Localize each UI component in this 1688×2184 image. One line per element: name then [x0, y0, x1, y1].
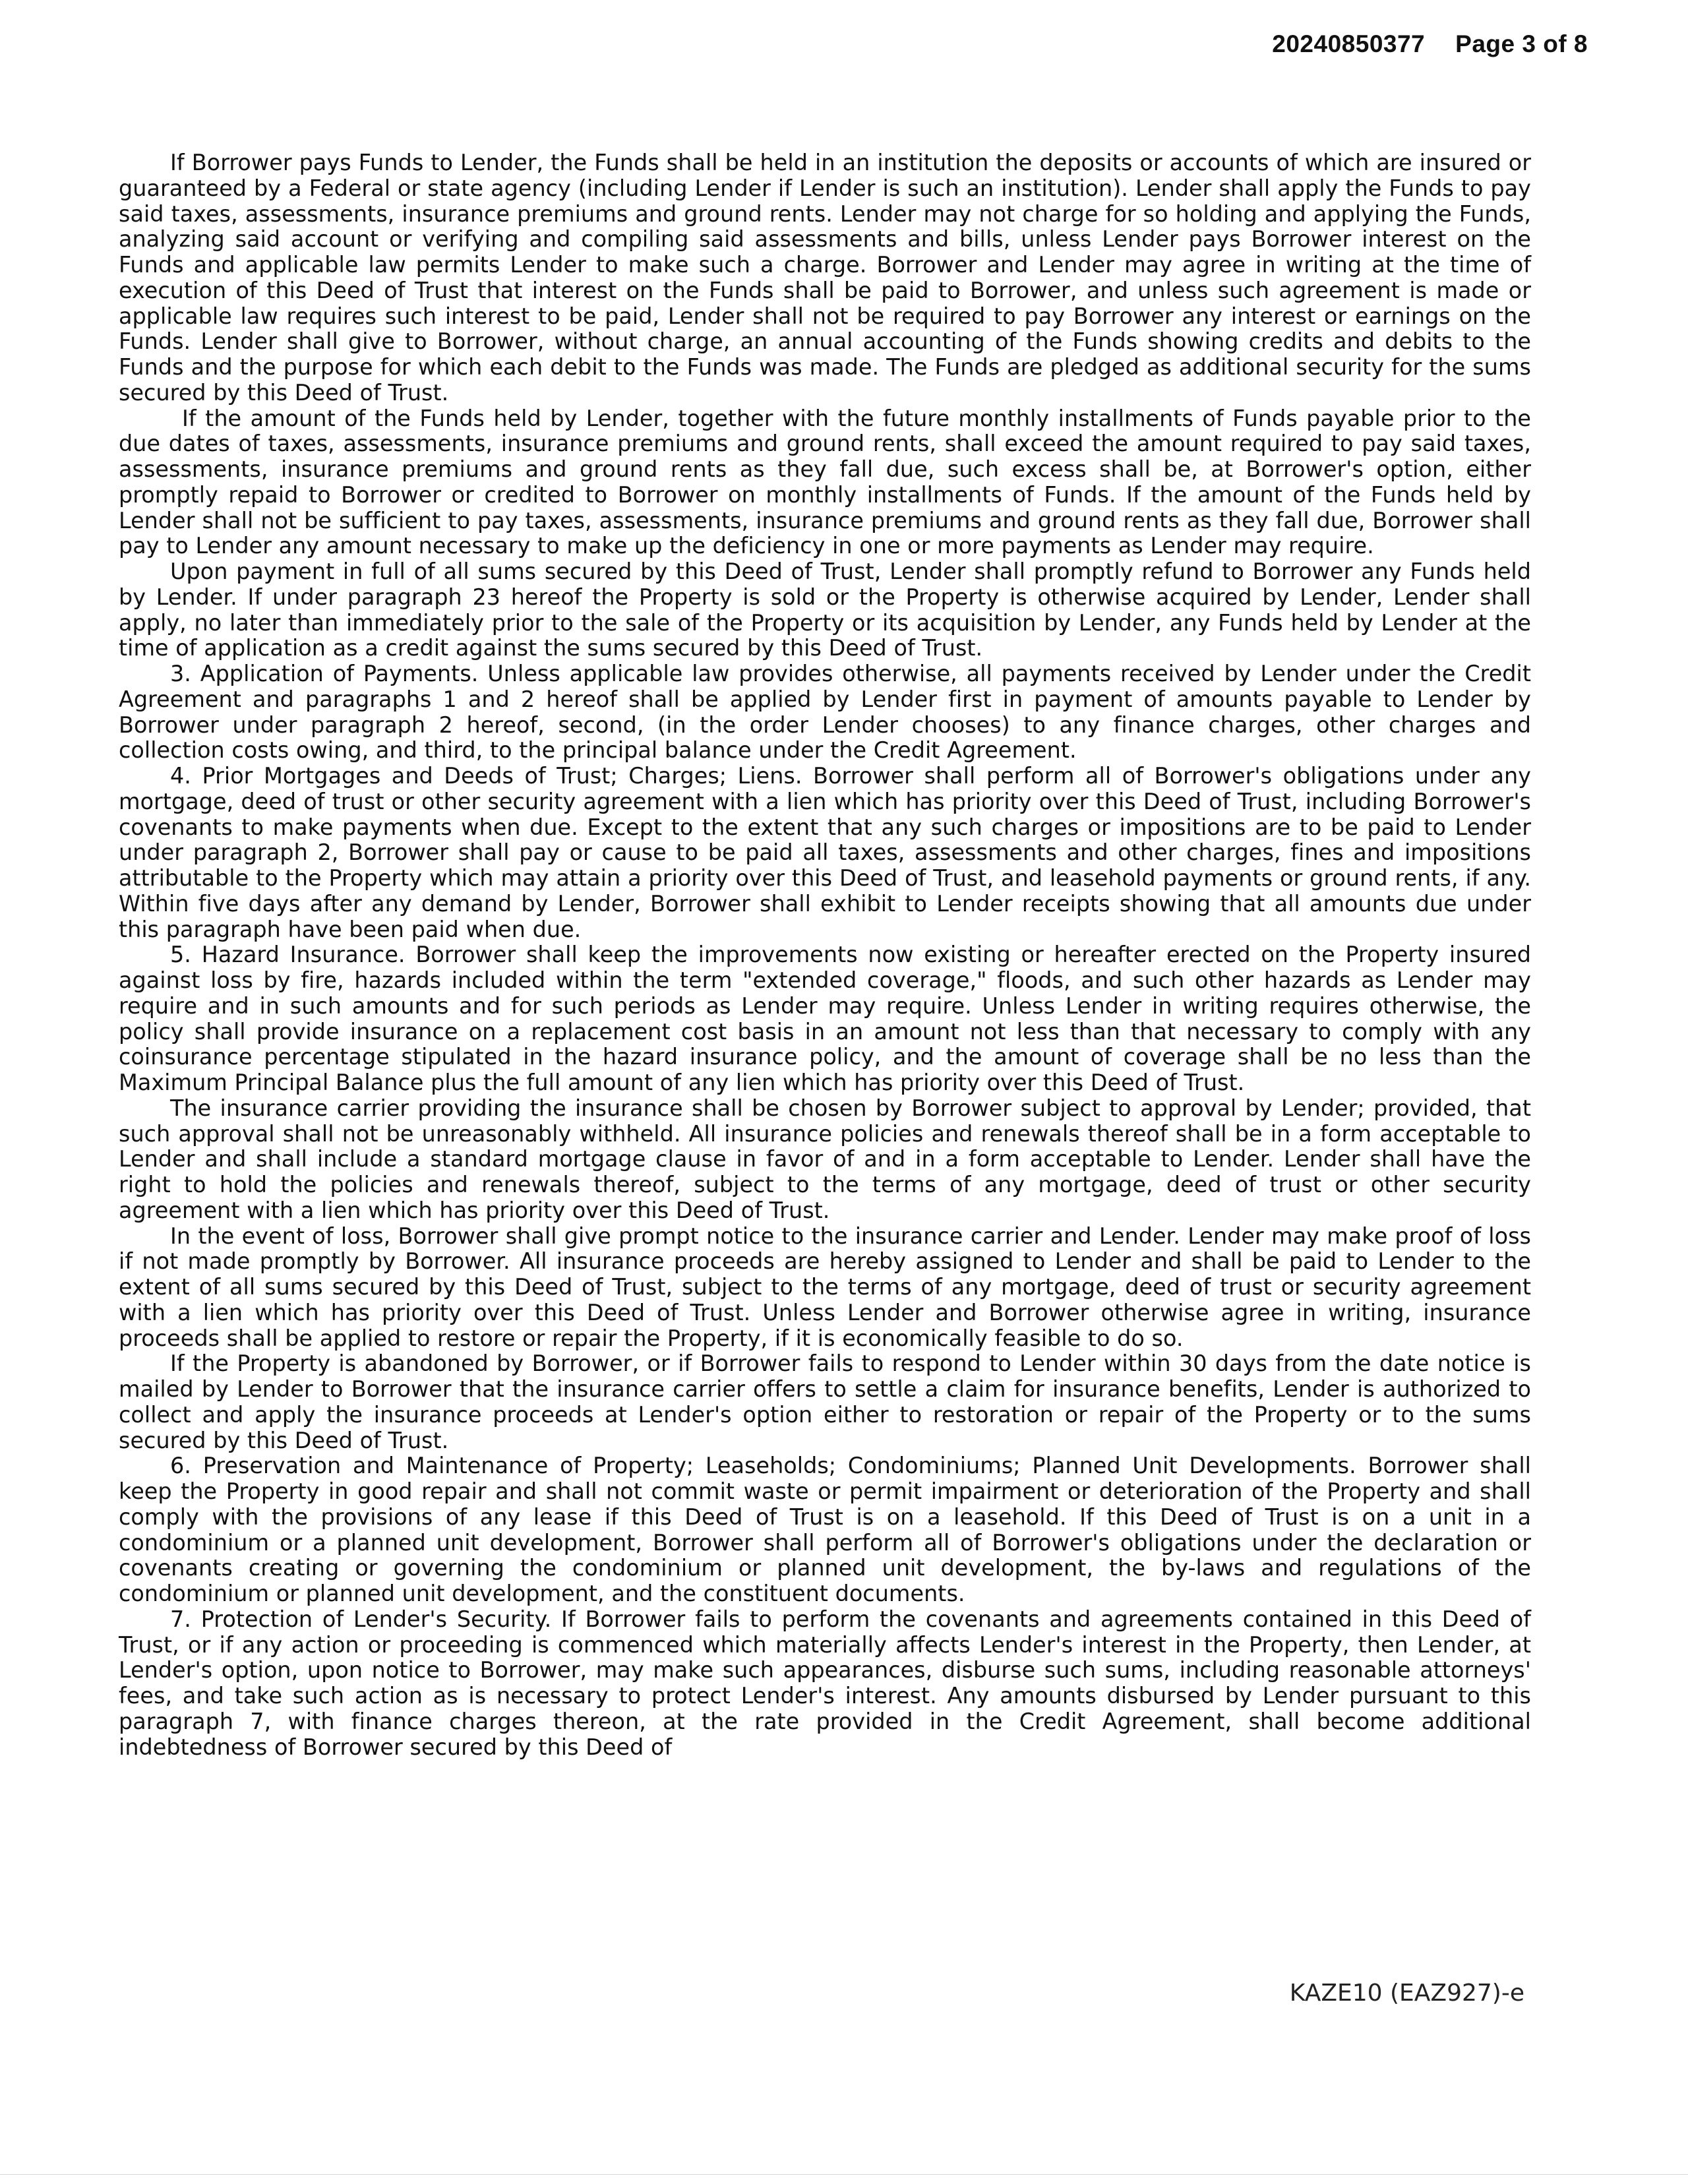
paragraph-funds-refund: Upon payment in full of all sums secured by this Deed of Trust, Lender shall promptly refund to Borrower any Funds held by Lender. If under paragraph 23 hereof the Property is sold or the Property is otherwise acquired by Lender, Lender shall apply, no later than immediately prior to the sale of the Property or its acquisition by Lender, any Funds held by Lender at the time of application as a credit against the sums secured by this Deed of Trust. [119, 559, 1531, 661]
section-6-heading: 6. Preservation and Maintenance of Property; Leaseholds; Condominiums; Planned Unit Developments. [170, 1453, 1356, 1479]
section-7-protection [119, 1607, 1531, 1761]
section-3-application-of-payments [119, 661, 1531, 764]
section-6-preservation [119, 1453, 1531, 1607]
paragraph-insurance-carrier: The insurance carrier providing the insurance shall be chosen by Borrower subject to approval by Lender; provided, that such approval shall not be unreasonably withheld. All insurance policies and renewals thereof shall be in a form acceptable to Lender and shall include a standard mortgage clause in favor of and in a form acceptable to Lender. Lender shall have the right to hold the policies and renewals thereof, subject to the terms of any mortgage, deed of trust or other security agreement with a lien which has priority over this Deed of Trust. [119, 1095, 1531, 1223]
scan-edge-divider [0, 2174, 1688, 2175]
section-4-heading: 4. Prior Mortgages and Deeds of Trust; Charges; Liens. [170, 763, 802, 789]
section-7-heading: 7. Protection of Lender's Security. [170, 1606, 552, 1632]
section-4-prior-mortgages [119, 764, 1531, 942]
page-number-label: Page 3 of 8 [1455, 30, 1588, 57]
paragraph-funds-held: If Borrower pays Funds to Lender, the Funds shall be held in an institution the deposits or accounts of which are insured or guaranteed by a Federal or state agency (including Lender if Lender is such an institution). Lender shall apply the Funds to pay said taxes, assessments, insurance premiums and ground rents. Lender may not charge for so holding and applying the Funds, analyzing said account or verifying and compiling said assessments and bills, unless Lender pays Borrower interest on the Funds and applicable law permits Lender to make such a charge. Borrower and Lender may agree in writing at the time of execution of this Deed of Trust that interest on the Funds shall be paid to Borrower, and unless such agreement is made or applicable law requires such interest to be paid, Lender shall not be required to pay Borrower any interest or earnings on the Funds. Lender shall give to Borrower, without charge, an annual accounting of the Funds showing credits and debits to the Funds and the purpose for which each debit to the Funds was made. The Funds are pledged as additional security for the sums secured by this Deed of Trust. [119, 150, 1531, 406]
form-code: KAZE10 (EAZ927)-e [1289, 1980, 1524, 2007]
section-3-heading: 3. Application of Payments. [170, 661, 479, 686]
document-body [119, 150, 1531, 1760]
paragraph-property-abandoned: If the Property is abandoned by Borrower, or if Borrower fails to respond to Lender within 30 days from the date notice is mailed by Lender to Borrower that the insurance carrier offers to settle a claim for insurance benefits, Lender is authorized to collect and apply the insurance proceeds at Lender's option either to restoration or repair of the Property or to the sums secured by this Deed of Trust. [119, 1350, 1531, 1453]
section-5-heading: 5. Hazard Insurance. [170, 942, 406, 968]
section-4-text: Borrower shall perform all of Borrower's obligations under any mortgage, deed of trust or other security agreement with a lien which has priority over this Deed of Trust, including Borrower's covenants to make payments when due. Except to the extent that any such charges or impositions are to be paid to Lender under paragraph 2, Borrower shall pay or cause to be paid all taxes, assessments and other charges, fines and impositions attributable to the Property which may attain a priority over this Deed of Trust, and leasehold payments or ground rents, if any. Within five days after any demand by Lender, Borrower shall exhibit to Lender receipts showing that all amounts due under this paragraph have been paid when due. [119, 763, 1531, 942]
section-3-text: Unless applicable law provides otherwise, all payments received by Lender under the Credit Agreement and paragraphs 1 and 2 hereof shall be applied by Lender first in payment of amounts payable to Lender by Borrower under paragraph 2 hereof, second, (in the order Lender chooses) to any finance charges, other charges and collection costs owing, and third, to the principal balance under the Credit Agreement. [119, 661, 1532, 764]
document-number: 20240850377 [1272, 30, 1426, 57]
section-7-text: If Borrower fails to perform the covenants and agreements contained in this Deed of Trust, or if any action or proceeding is commenced which materially affects Lender's interest in the Property, then Lender, at Lender's option, upon notice to Borrower, may make such appearances, disburse such sums, including reasonable attorneys' fees, and take such action as is necessary to protect Lender's interest. Any amounts disbursed by Lender pursuant to this paragraph 7, with finance charges thereon, at the rate provided in the Credit Agreement, shall become additional indebtedness of Borrower secured by this Deed of [119, 1606, 1531, 1760]
section-5-text: Borrower shall keep the improvements now existing or hereafter erected on the Property insured against loss by fire, hazards included within the term "extended coverage," floods, and such other hazards as Lender may require and in such amounts and for such periods as Lender may require. Unless Lender in writing requires otherwise, the policy shall provide insurance on a replacement cost basis in an amount not less than that necessary to comply with any coinsurance percentage stipulated in the hazard insurance policy, and the amount of coverage shall be no less than the Maximum Principal Balance plus the full amount of any lien which has priority over this Deed of Trust. [119, 942, 1531, 1095]
paragraph-event-of-loss: In the event of loss, Borrower shall give prompt notice to the insurance carrier and Lender. Lender may make proof of loss if not made promptly by Borrower. All insurance proceeds are hereby assigned to Lender and shall be paid to Lender to the extent of all sums secured by this Deed of Trust, subject to the terms of any mortgage, deed of trust or security agreement with a lien which has priority over this Deed of Trust. Unless Lender and Borrower otherwise agree in writing, insurance proceeds shall be applied to restore or repair the Property, if it is economically feasible to do so. [119, 1223, 1531, 1351]
paragraph-funds-excess: If the amount of the Funds held by Lender, together with the future monthly installments of Funds payable prior to the due dates of taxes, assessments, insurance premiums and ground rents, shall exceed the amount required to pay said taxes, assessments, insurance premiums and ground rents as they fall due, such excess shall be, at Borrower's option, either promptly repaid to Borrower or credited to Borrower on monthly installments of Funds. If the amount of the Funds held by Lender shall not be sufficient to pay taxes, assessments, insurance premiums and ground rents as they fall due, Borrower shall pay to Lender any amount necessary to make up the deficiency in one or more payments as Lender may require. [119, 405, 1531, 559]
page-header [1272, 30, 1588, 58]
section-6-text: Borrower shall keep the Property in good repair and shall not commit waste or permit impairment or deterioration of the Property and shall comply with the provisions of any lease if this Deed of Trust is on a leasehold. If this Deed of Trust is on a unit in a condominium or a planned unit development, Borrower shall perform all of Borrower's obligations under the declaration or covenants creating or governing the condominium or planned unit development, the by-laws and regulations of the condominium or planned unit development, and the constituent documents. [119, 1453, 1531, 1606]
section-5-hazard-insurance [119, 942, 1531, 1096]
